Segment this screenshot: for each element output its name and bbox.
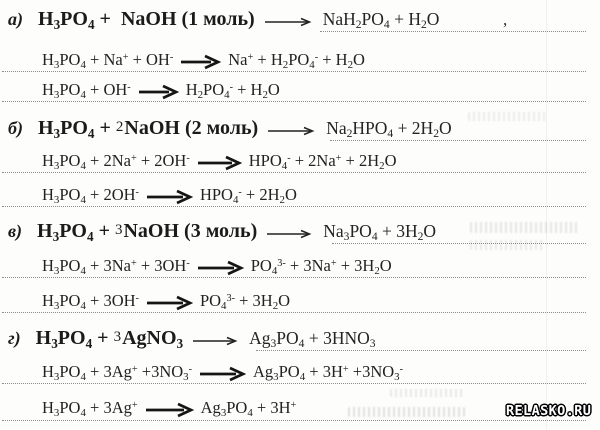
section-label: в) <box>8 221 23 241</box>
section-label: б) <box>8 118 23 138</box>
ionic-lhs: $H_3PO_4 + 2OH^-$ <box>42 185 139 207</box>
arrow-right-icon <box>266 228 312 240</box>
equation-row-given <box>8 117 452 140</box>
arrow-right-icon <box>264 16 312 28</box>
trailing-comma: , <box>503 10 508 29</box>
arrow-right-icon <box>198 155 242 171</box>
arrow-right-icon <box>198 260 244 276</box>
bleed-through-text <box>348 407 465 417</box>
ionic-lhs: $H_3PO_4 + 3Ag^+ +3NO_3^-$ <box>42 362 192 384</box>
answer-blank-line <box>2 206 586 207</box>
equation-row-ionic-full <box>42 256 392 276</box>
answer-formula: $NaH_2PO_4 + H_2O$ <box>322 9 440 32</box>
arrow-right-icon <box>267 125 315 137</box>
ionic-rhs: $Na^+ + H_2PO_4^- + H_2O$ <box>228 50 365 72</box>
equation-row-ionic-full <box>42 50 365 70</box>
equation-row-given <box>8 8 439 31</box>
page-fold-line <box>546 0 547 430</box>
answer-blank-line <box>2 71 586 72</box>
equation-row-given <box>8 220 436 243</box>
bleed-through-text <box>390 389 465 397</box>
ionic-lhs: $H_3PO_4 + 3Ag^+$ <box>42 398 138 420</box>
equation-row-ionic-net <box>42 398 296 418</box>
section-label: г) <box>8 328 21 348</box>
reagent-formula: NaOH (1 моль) <box>120 8 255 30</box>
reagent-formula: NaOH (3 моль) <box>123 220 258 242</box>
answer-blank-line <box>2 420 586 421</box>
coefficient-filled: 2 <box>115 119 124 135</box>
ionic-rhs: $PO_4^{3-} + 3H_2O$ <box>199 291 291 313</box>
bleed-through-text <box>470 222 578 233</box>
answer-formula: $Na_2HPO_4 + 2H_2O$ <box>326 118 452 141</box>
reagent-formula: NaOH (2 моль) <box>124 117 259 139</box>
coefficient-filled: 3 <box>113 329 122 345</box>
acid-formula: $H_3PO_4$ + <box>35 327 109 351</box>
bleed-through-text <box>468 112 548 121</box>
equation-row-given <box>8 327 376 350</box>
arrow-right-icon <box>139 84 179 100</box>
acid-formula: $H_3PO_4$ + <box>38 8 111 32</box>
ionic-rhs: $Ag_3PO_4 + 3H^+ +3NO_3^-$ <box>253 362 403 384</box>
arrow-right-icon <box>147 189 193 205</box>
bleed-through-text <box>470 240 545 250</box>
ionic-lhs: $H_3PO_4 + OH^-$ <box>42 80 131 102</box>
arrow-right-icon <box>192 335 238 347</box>
ionic-rhs: $HPO_4^- + 2Na^+ + 2H_2O$ <box>248 151 397 173</box>
ionic-lhs: $H_3PO_4 + 3OH^-$ <box>42 291 139 313</box>
answer-blank-line <box>2 277 586 278</box>
answer-blank-line <box>2 312 586 313</box>
ionic-lhs: $H_3PO_4 + 3Na^+ + 3OH^-$ <box>42 256 190 278</box>
arrow-right-icon <box>146 402 194 418</box>
arrow-right-icon <box>200 366 246 382</box>
answer-blank-line <box>332 243 586 244</box>
acid-formula: $H_3PO_4$ + <box>37 117 111 141</box>
equation-row-ionic-net <box>42 185 297 205</box>
equation-row-ionic-full <box>42 362 403 382</box>
answer-formula: $Na_3PO_4 + 3H_2O$ <box>323 221 437 244</box>
section-label: а) <box>8 9 23 29</box>
arrow-right-icon <box>181 54 221 70</box>
answer-formula: $Ag_3PO_4 + 3HNO_3$ <box>249 328 376 351</box>
coefficient-filled: 3 <box>114 222 123 238</box>
ionic-rhs: $H_2PO_4^- + H_2O$ <box>185 80 280 102</box>
ionic-lhs: $H_3PO_4 + 2Na^+ + 2OH^-$ <box>42 151 190 173</box>
arrow-right-icon <box>147 295 193 311</box>
answer-blank-line <box>330 140 586 141</box>
ionic-rhs: $HPO_4^- + 2H_2O$ <box>199 185 297 207</box>
ionic-rhs: $PO_4^{3-} + 3Na^+ + 3H_2O$ <box>250 256 392 278</box>
ionic-rhs: $Ag_3PO_4 + 3H^+$ <box>200 398 297 420</box>
answer-blank-line <box>2 101 586 102</box>
acid-formula: $H_3PO_4$ + <box>37 220 110 244</box>
answer-blank-line <box>320 31 586 32</box>
answer-blank-line <box>2 383 586 384</box>
equation-row-ionic-net <box>42 80 280 100</box>
answer-blank-line <box>2 172 586 173</box>
equation-row-ionic-net <box>42 291 290 311</box>
reagent-formula: AgNO$_3$ <box>122 327 184 351</box>
answer-blank-line <box>256 350 586 351</box>
ionic-lhs: $H_3PO_4 + Na^+ + OH^-$ <box>42 50 174 72</box>
watermark: RELASKO.RU <box>506 403 592 419</box>
equation-row-ionic-full <box>42 151 397 171</box>
